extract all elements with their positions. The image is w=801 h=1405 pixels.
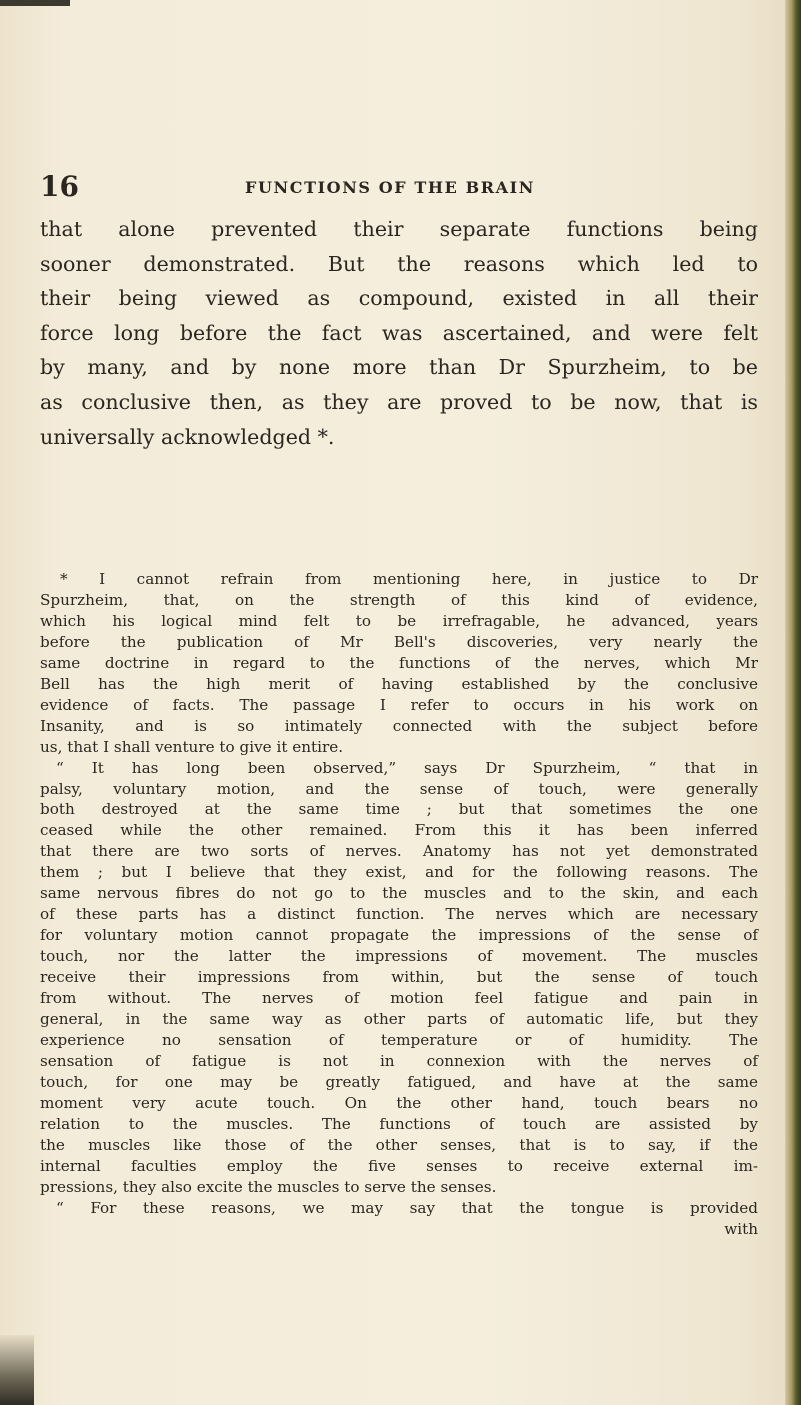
footnote-line: same doctrine in regard to the functions of the nerves, which Mr — [40, 653, 758, 672]
footnote-line: same nervous fibres do not go to the muscles and to the skin, and each — [40, 884, 758, 903]
footnote-line: ceased while the other remained. From this it has been inferred — [40, 821, 758, 840]
text-line: that alone prevented their separate functions being — [40, 217, 758, 241]
footnote-line: relation to the muscles. The functions of touch are assisted by — [40, 1114, 758, 1133]
footnote-line: “ For these reasons, we may say that the tongue is provided — [56, 1198, 758, 1217]
footnote-line: receive their impressions from within, but the sense of touch — [40, 968, 758, 987]
footnote-line: both destroyed at the same time ; but that sometimes the one — [40, 800, 758, 819]
catchword: with — [724, 1219, 758, 1238]
footnote-line: general, in the same way as other parts of automatic life, but they — [40, 1010, 758, 1029]
footnote-line: them ; but I believe that they exist, and for the following reasons. The — [40, 863, 758, 882]
footnote-line: us, that I shall venture to give it entire. — [40, 737, 344, 756]
footnote-line: moment very acute touch. On the other hand, touch bears no — [40, 1093, 758, 1112]
text-line: sooner demonstrated. But the reasons which led to — [40, 251, 758, 276]
footnote-line: sensation of fatigue is not in connexion with the nerves of — [40, 1051, 758, 1070]
footnote-line: the muscles like those of the other senses, that is to say, if the — [40, 1135, 758, 1154]
text-line: their being viewed as compound, existed in all their — [40, 286, 758, 311]
footnote-line: that there are two sorts of nerves. Anatomy has not yet demonstrated — [40, 842, 758, 861]
page-header — [40, 170, 740, 206]
text-line: by many, and by none more than Dr Spurzheim, to be — [40, 355, 758, 380]
text-line: as conclusive then, as they are proved to be now, that is — [40, 389, 758, 414]
footnote-line: of these parts has a distinct function. The nerves which are necessary — [40, 905, 758, 924]
footnote-line: palsy, voluntary motion, and the sense of touch, were generally — [40, 779, 758, 798]
footnote-line: touch, nor the latter the impressions of movement. The muscles — [40, 947, 758, 966]
footnote-line: Bell has the high merit of having established by the conclusive — [40, 674, 758, 693]
footnote-line: which his logical mind felt to be irrefragable, he advanced, years — [40, 611, 758, 630]
footnote-line: touch, for one may be greatly fatigued, and have at the same — [40, 1072, 758, 1091]
text-line: force long before the fact was ascertained, and were felt — [40, 320, 758, 345]
text-line: universally acknowledged *. — [40, 424, 335, 449]
footnote-line: “ It has long been observed,” says Dr Spurzheim, “ that in — [56, 758, 758, 777]
footnote-line: evidence of facts. The passage I refer to occurs in his work on — [40, 695, 758, 714]
running-title: FUNCTIONS OF THE BRAIN — [245, 178, 535, 197]
footnote-line: from without. The nerves of motion feel fatigue and pain in — [40, 989, 758, 1008]
footnote — [40, 569, 758, 1240]
page-edge-top-left — [0, 0, 70, 6]
page-number: 16 — [40, 170, 79, 203]
footnote-line: before the publication of Mr Bell's discoveries, very nearly the — [40, 632, 758, 651]
footnote-line: Insanity, and is so intimately connected with the subject before — [40, 716, 758, 735]
footnote-line: internal faculties employ the five senses to receive external im- — [40, 1156, 758, 1175]
footnote-line: experience no sensation of temperature or of humidity. The — [40, 1030, 758, 1049]
footnote-line: * I cannot refrain from mentioning here, in justice to Dr — [60, 570, 758, 588]
footnote-line: Spurzheim, that, on the strength of this kind of evidence, — [40, 590, 758, 609]
main-paragraph — [40, 212, 758, 454]
footnote-line: pressions, they also excite the muscles to serve the senses. — [40, 1177, 497, 1196]
footnote-line: for voluntary motion cannot propagate the impressions of the sense of — [40, 926, 758, 945]
page-corner-shadow — [0, 1335, 34, 1405]
page-binding-edge — [785, 0, 801, 1405]
